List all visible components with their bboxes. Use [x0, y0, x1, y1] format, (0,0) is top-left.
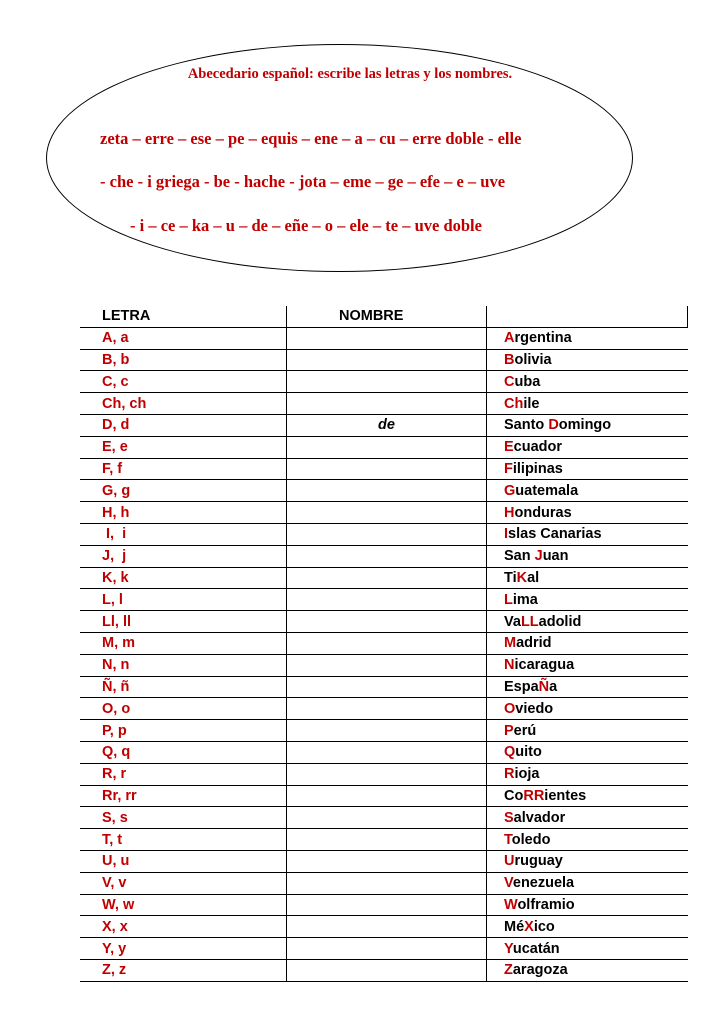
place-name-cell — [487, 763, 688, 785]
column-header-letra: LETRA — [80, 306, 287, 327]
letra-cell: P, p — [80, 720, 287, 742]
column-header-place — [487, 306, 688, 327]
place-name-part: olivia — [514, 351, 552, 368]
place-name-part: oledo — [511, 831, 551, 848]
place-name-part: olframio — [517, 896, 575, 913]
letra-cell: U, u — [80, 850, 287, 872]
place-name-part: a — [549, 678, 558, 695]
letra-cell: O, o — [80, 698, 287, 720]
letra-cell: T, t — [80, 829, 287, 851]
letra-cell: Z, z — [80, 959, 287, 981]
place-name-cell — [487, 894, 688, 916]
place-highlight-letter: E — [504, 439, 514, 456]
nombre-cell[interactable] — [287, 676, 487, 698]
place-name-cell — [487, 480, 688, 502]
letra-cell: V, v — [80, 872, 287, 894]
letra-cell: M, m — [80, 632, 287, 654]
nombre-cell[interactable] — [287, 654, 487, 676]
nombre-cell[interactable] — [287, 829, 487, 851]
letra-cell: Ll, ll — [80, 611, 287, 633]
place-highlight-letter: C — [504, 373, 515, 390]
alphabet-table — [80, 306, 688, 982]
place-highlight-letter: T — [504, 831, 512, 848]
alphabet-table-body — [80, 306, 688, 981]
place-name-cell — [487, 458, 688, 480]
place-name-part: viedo — [515, 700, 554, 717]
place-name-cell — [487, 436, 688, 458]
place-name-cell — [487, 938, 688, 960]
place-name-part: icaragua — [514, 657, 575, 674]
place-name-part: Santo — [504, 417, 549, 434]
place-name-part: al — [527, 569, 540, 586]
place-name-cell — [487, 567, 688, 589]
nombre-cell[interactable] — [287, 545, 487, 567]
place-name-cell — [487, 523, 688, 545]
place-highlight-letter: V — [504, 875, 513, 892]
letra-cell: Y, y — [80, 938, 287, 960]
nombre-cell[interactable] — [287, 959, 487, 981]
place-name-cell — [487, 371, 688, 393]
table-row — [80, 611, 688, 633]
place-name-cell — [487, 720, 688, 742]
place-name-cell — [487, 349, 688, 371]
table-row — [80, 741, 688, 763]
nombre-cell[interactable] — [287, 371, 487, 393]
table-row — [80, 589, 688, 611]
table-row — [80, 829, 688, 851]
place-name-part: uatemala — [515, 482, 579, 499]
place-name-cell — [487, 698, 688, 720]
place-name-cell — [487, 545, 688, 567]
nombre-cell[interactable] — [287, 480, 487, 502]
letra-cell: Q, q — [80, 741, 287, 763]
letra-cell: S, s — [80, 807, 287, 829]
place-highlight-letter: Y — [504, 940, 513, 957]
table-row — [80, 371, 688, 393]
nombre-cell[interactable] — [287, 502, 487, 524]
letter-names-line-3: - i – ce – ka – u – de – eñe – o – ele – te – uve doble — [130, 216, 482, 235]
place-highlight-letter: X — [524, 918, 534, 935]
place-highlight-letter: W — [504, 896, 518, 913]
table-row — [80, 480, 688, 502]
place-highlight-letter: U — [504, 853, 515, 870]
letra-cell: L, l — [80, 589, 287, 611]
place-name-part: Co — [504, 787, 524, 804]
place-name-cell — [487, 872, 688, 894]
nombre-cell[interactable] — [287, 872, 487, 894]
place-name-cell — [487, 916, 688, 938]
table-row — [80, 523, 688, 545]
nombre-cell[interactable] — [287, 567, 487, 589]
table-row — [80, 872, 688, 894]
letra-cell: I, i — [80, 523, 287, 545]
place-name-part: ientes — [544, 787, 587, 804]
nombre-cell[interactable] — [287, 523, 487, 545]
place-highlight-letter: D — [548, 417, 559, 434]
place-highlight-letter: Ch — [504, 395, 524, 412]
place-name-cell — [487, 589, 688, 611]
nombre-cell[interactable] — [287, 698, 487, 720]
table-header-row — [80, 306, 688, 327]
place-highlight-letter: Z — [504, 962, 513, 979]
table-row — [80, 850, 688, 872]
place-name-cell — [487, 611, 688, 633]
place-name-part: erú — [513, 722, 537, 739]
nombre-cell[interactable] — [287, 393, 487, 415]
place-name-cell — [487, 807, 688, 829]
letra-cell: A, a — [80, 327, 287, 349]
nombre-cell[interactable] — [287, 763, 487, 785]
column-header-nombre: NOMBRE — [287, 306, 487, 327]
place-name-part: Ti — [504, 569, 517, 586]
place-name-cell — [487, 741, 688, 763]
nombre-cell[interactable] — [287, 938, 487, 960]
place-highlight-letter: K — [516, 569, 528, 586]
place-name-cell — [487, 850, 688, 872]
letra-cell: K, k — [80, 567, 287, 589]
table-row — [80, 916, 688, 938]
letter-names-line-1: zeta – erre – ese – pe – equis – ene – a – cu – erre doble - elle — [100, 129, 522, 148]
place-name-part: ucatán — [512, 940, 560, 957]
place-name-part: ile — [523, 395, 540, 412]
place-name-cell — [487, 632, 688, 654]
place-name-part: Mé — [504, 918, 525, 935]
place-name-part: ima — [512, 591, 538, 608]
place-name-cell — [487, 676, 688, 698]
place-name-part: slas Canarias — [508, 526, 602, 543]
place-name-part: ico — [533, 918, 555, 935]
nombre-cell[interactable] — [287, 894, 487, 916]
table-row — [80, 720, 688, 742]
place-name-part: uan — [542, 548, 569, 565]
place-name-cell — [487, 654, 688, 676]
place-name-cell — [487, 829, 688, 851]
nombre-cell[interactable] — [287, 611, 487, 633]
place-name-part: onduras — [514, 504, 572, 521]
place-name-part: adolid — [538, 613, 582, 630]
table-row — [80, 654, 688, 676]
place-name-part: Espa — [504, 678, 539, 695]
place-highlight-letter: F — [504, 460, 513, 477]
place-name-part: omingo — [558, 417, 612, 434]
letter-names-line-2: - che - i griega - be - hache - jota – eme – ge – efe – e – uve — [100, 172, 506, 191]
table-row — [80, 938, 688, 960]
letra-cell: J, j — [80, 545, 287, 567]
table-row — [80, 327, 688, 349]
place-highlight-letter: M — [504, 635, 517, 652]
letra-cell: N, n — [80, 654, 287, 676]
table-row — [80, 349, 688, 371]
table-row — [80, 807, 688, 829]
place-highlight-letter: B — [504, 351, 515, 368]
place-name-cell — [487, 959, 688, 981]
nombre-cell[interactable] — [287, 785, 487, 807]
letra-cell: D, d — [80, 414, 287, 436]
place-highlight-letter: A — [504, 330, 515, 347]
place-name-part: aragoza — [512, 962, 568, 979]
nombre-cell[interactable] — [287, 632, 487, 654]
letra-cell: Rr, rr — [80, 785, 287, 807]
worksheet-instruction: Abecedario español: escribe las letras y los nombres. — [187, 66, 513, 82]
nombre-cell[interactable] — [287, 741, 487, 763]
place-name-part: San — [504, 548, 535, 565]
place-highlight-letter: P — [504, 722, 514, 739]
table-row — [80, 894, 688, 916]
place-highlight-letter: G — [504, 482, 516, 499]
place-highlight-letter: S — [504, 809, 514, 826]
table-row — [80, 414, 688, 436]
place-highlight-letter: N — [504, 657, 515, 674]
place-highlight-letter: Ñ — [538, 678, 550, 695]
place-highlight-letter: H — [504, 504, 515, 521]
table-row — [80, 567, 688, 589]
table-row — [80, 502, 688, 524]
nombre-cell[interactable] — [287, 807, 487, 829]
place-highlight-letter: R — [504, 766, 515, 783]
table-row — [80, 763, 688, 785]
nombre-cell[interactable] — [287, 436, 487, 458]
place-highlight-letter: J — [534, 548, 543, 565]
letra-cell: F, f — [80, 458, 287, 480]
nombre-cell[interactable] — [287, 458, 487, 480]
table-row — [80, 698, 688, 720]
place-name-part: alvador — [513, 809, 566, 826]
nombre-cell[interactable] — [287, 327, 487, 349]
table-row — [80, 458, 688, 480]
letra-cell: G, g — [80, 480, 287, 502]
letra-cell: R, r — [80, 763, 287, 785]
table-row — [80, 959, 688, 981]
place-name-part: adrid — [516, 635, 552, 652]
nombre-cell[interactable] — [287, 589, 487, 611]
letra-cell: H, h — [80, 502, 287, 524]
table-row — [80, 632, 688, 654]
letra-cell: W, w — [80, 894, 287, 916]
letra-cell: C, c — [80, 371, 287, 393]
place-name-part: ruguay — [514, 853, 563, 870]
place-highlight-letter: Q — [504, 744, 516, 761]
letra-cell: Ñ, ñ — [80, 676, 287, 698]
place-name-cell — [487, 502, 688, 524]
place-name-part: cuador — [513, 439, 563, 456]
place-name-cell — [487, 414, 688, 436]
table-row — [80, 785, 688, 807]
letra-cell: X, x — [80, 916, 287, 938]
place-name-part: uba — [514, 373, 541, 390]
place-highlight-letter: L — [504, 591, 513, 608]
letra-cell: Ch, ch — [80, 393, 287, 415]
table-row — [80, 545, 688, 567]
nombre-cell[interactable]: de — [287, 414, 487, 436]
place-name-part: Va — [504, 613, 521, 630]
letra-cell: E, e — [80, 436, 287, 458]
place-name-cell — [487, 785, 688, 807]
place-name-part: rgentina — [514, 330, 572, 347]
nombre-cell[interactable] — [287, 916, 487, 938]
place-name-part: ilipinas — [512, 460, 563, 477]
place-highlight-letter: RR — [523, 787, 545, 804]
table-row — [80, 676, 688, 698]
table-row — [80, 393, 688, 415]
place-highlight-letter: O — [504, 700, 516, 717]
place-highlight-letter: I — [504, 526, 509, 543]
place-highlight-letter: LL — [520, 613, 539, 630]
table-row — [80, 436, 688, 458]
letra-cell: B, b — [80, 349, 287, 371]
place-name-part: ioja — [514, 766, 540, 783]
nombre-cell[interactable] — [287, 720, 487, 742]
place-name-part: uito — [515, 744, 542, 761]
nombre-cell[interactable] — [287, 850, 487, 872]
nombre-cell[interactable] — [287, 349, 487, 371]
place-name-cell — [487, 327, 688, 349]
place-name-part: enezuela — [512, 875, 575, 892]
place-name-cell — [487, 393, 688, 415]
